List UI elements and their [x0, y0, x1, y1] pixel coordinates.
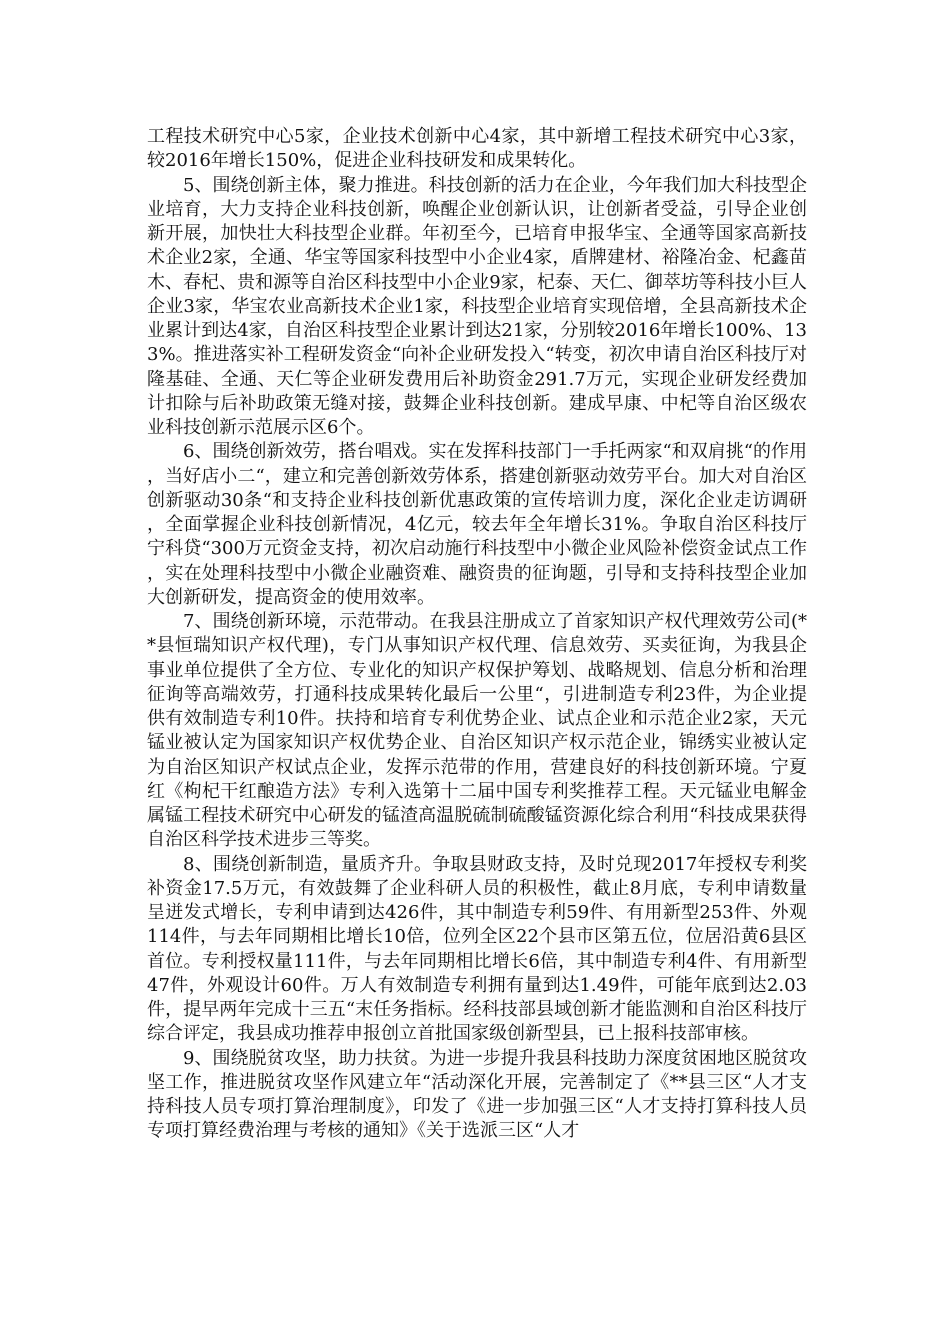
paragraph-item-9: 9、围绕脱贫攻坚，助力扶贫。为进一步提升我县科技助力深度贫困地区脱贫攻坚工作，推进脱贫攻坚作风建立年“活动深化开展，完善制定了《**县三区“人才支持科技人员专项打算治理制度》，印发了《进一步加强三区“人才支持打算科技人员专项打算经费治理与考核的通知》《关于选派三区“人才 — [147, 1047, 807, 1142]
paragraph-item-6: 6、围绕创新效劳，搭台唱戏。实在发挥科技部门一手托两家“和双肩挑“的作用，当好店小二“，建立和完善创新效劳体系，搭建创新驱动效劳平台。加大对自治区创新驱动30条“和支持企业科技创新优惠政策的宣传培训力度，深化企业走访调研，全面掌握企业科技创新情况，4亿元，较去年全年增长31%。争取自治区科技厅宁科贷“300万元资金支持，初次启动施行科技型中小微企业风险补偿资金试点工作，实在处理科技型中小微企业融资难、融资贵的征询题，引导和支持科技型企业加大创新研发，提高资金的使用效率。 — [147, 441, 807, 608]
paragraph-item-8: 8、围绕创新制造，量质齐升。争取县财政支持，及时兑现2017年授权专利奖补资金17.5万元，有效鼓舞了企业科研人员的积极性，截止8月底，专利申请数量呈迸发式增长，专利申请到达426件，其中制造专利59件、有用新型253件、外观114件，与去年同期相比增长10倍，位列全区22个县市区第五位，位居沿黄6县区首位。专利授权量111件，与去年同期相比增长6倍，其中制造专利4件、有用新型47件，外观设计60件。万人有效制造专利拥有量到达1.49件，可能年底到达2.03件，提早两年完成十三五“末任务指标。经科技部县域创新才能监测和自治区科技厅综合评定，我县成功推荐申报创立首批国家级创新型县，已上报科技部审核。 — [147, 853, 807, 1045]
paragraph-continuation: 工程技术研究中心5家，企业技术创新中心4家，其中新增工程技术研究中心3家，较2016年增长150%，促进企业科技研发和成果转化。 — [147, 126, 807, 172]
paragraph-item-7: 7、围绕创新环境，示范带动。在我县注册成立了首家知识产权代理效劳公司(**县恒瑞知识产权代理)，专门从事知识产权代理、信息效劳、买卖征询，为我县企事业单位提供了全方位、专业化的知识产权保护筹划、战略规划、信息分析和治理征询等高端效劳，打通科技成果转化最后一公里“，引进制造专利23件，为企业提供有效制造专利10件。扶持和培育专利优势企业、试点企业和示范企业2家，天元锰业被认定为国家知识产权优势企业、自治区知识产权示范企业，锦绣实业被认定为自治区知识产权试点企业，发挥示范带的作用，营建良好的科技创新环境。宁夏红《枸杞干红酿造方法》专利入选第十二届中国专利奖推荐工程。天元锰业电解金属锰工程技术研究中心研发的锰渣高温脱硫制硫酸锰资源化综合利用“科技成果获得自治区科学技术进步三等奖。 — [147, 611, 807, 851]
document-body — [147, 125, 807, 1144]
paragraph-item-5: 5、围绕创新主体，聚力推进。科技创新的活力在企业，今年我们加大科技型企业培育，大力支持企业科技创新，唤醒企业创新认识，让创新者受益，引导企业创新开展，加快壮大科技型企业群。年初至今，已培育申报华宝、全通等国家高新技术企业2家，全通、华宝等国家科技型中小企业4家，盾牌建材、裕隆冶金、杞鑫苗木、春杞、贵和源等自治区科技型中小企业9家，杞泰、天仁、御萃坊等科技小巨人企业3家，华宝农业高新技术企业1家，科技型企业培育实现倍增，全县高新技术企业累计到达4家，自治区科技型企业累计到达21家，分别较2016年增长100%、133%。推进落实补工程研发资金“向补企业研发投入“转变，初次申请自治区科技厅对隆基硅、全通、天仁等企业研发费用后补助资金291.7万元，实现企业研发经费加计扣除与后补助政策无缝对接，鼓舞企业科技创新。建成早康、中杞等自治区级农业科技创新示范展示区6个。 — [147, 174, 807, 438]
